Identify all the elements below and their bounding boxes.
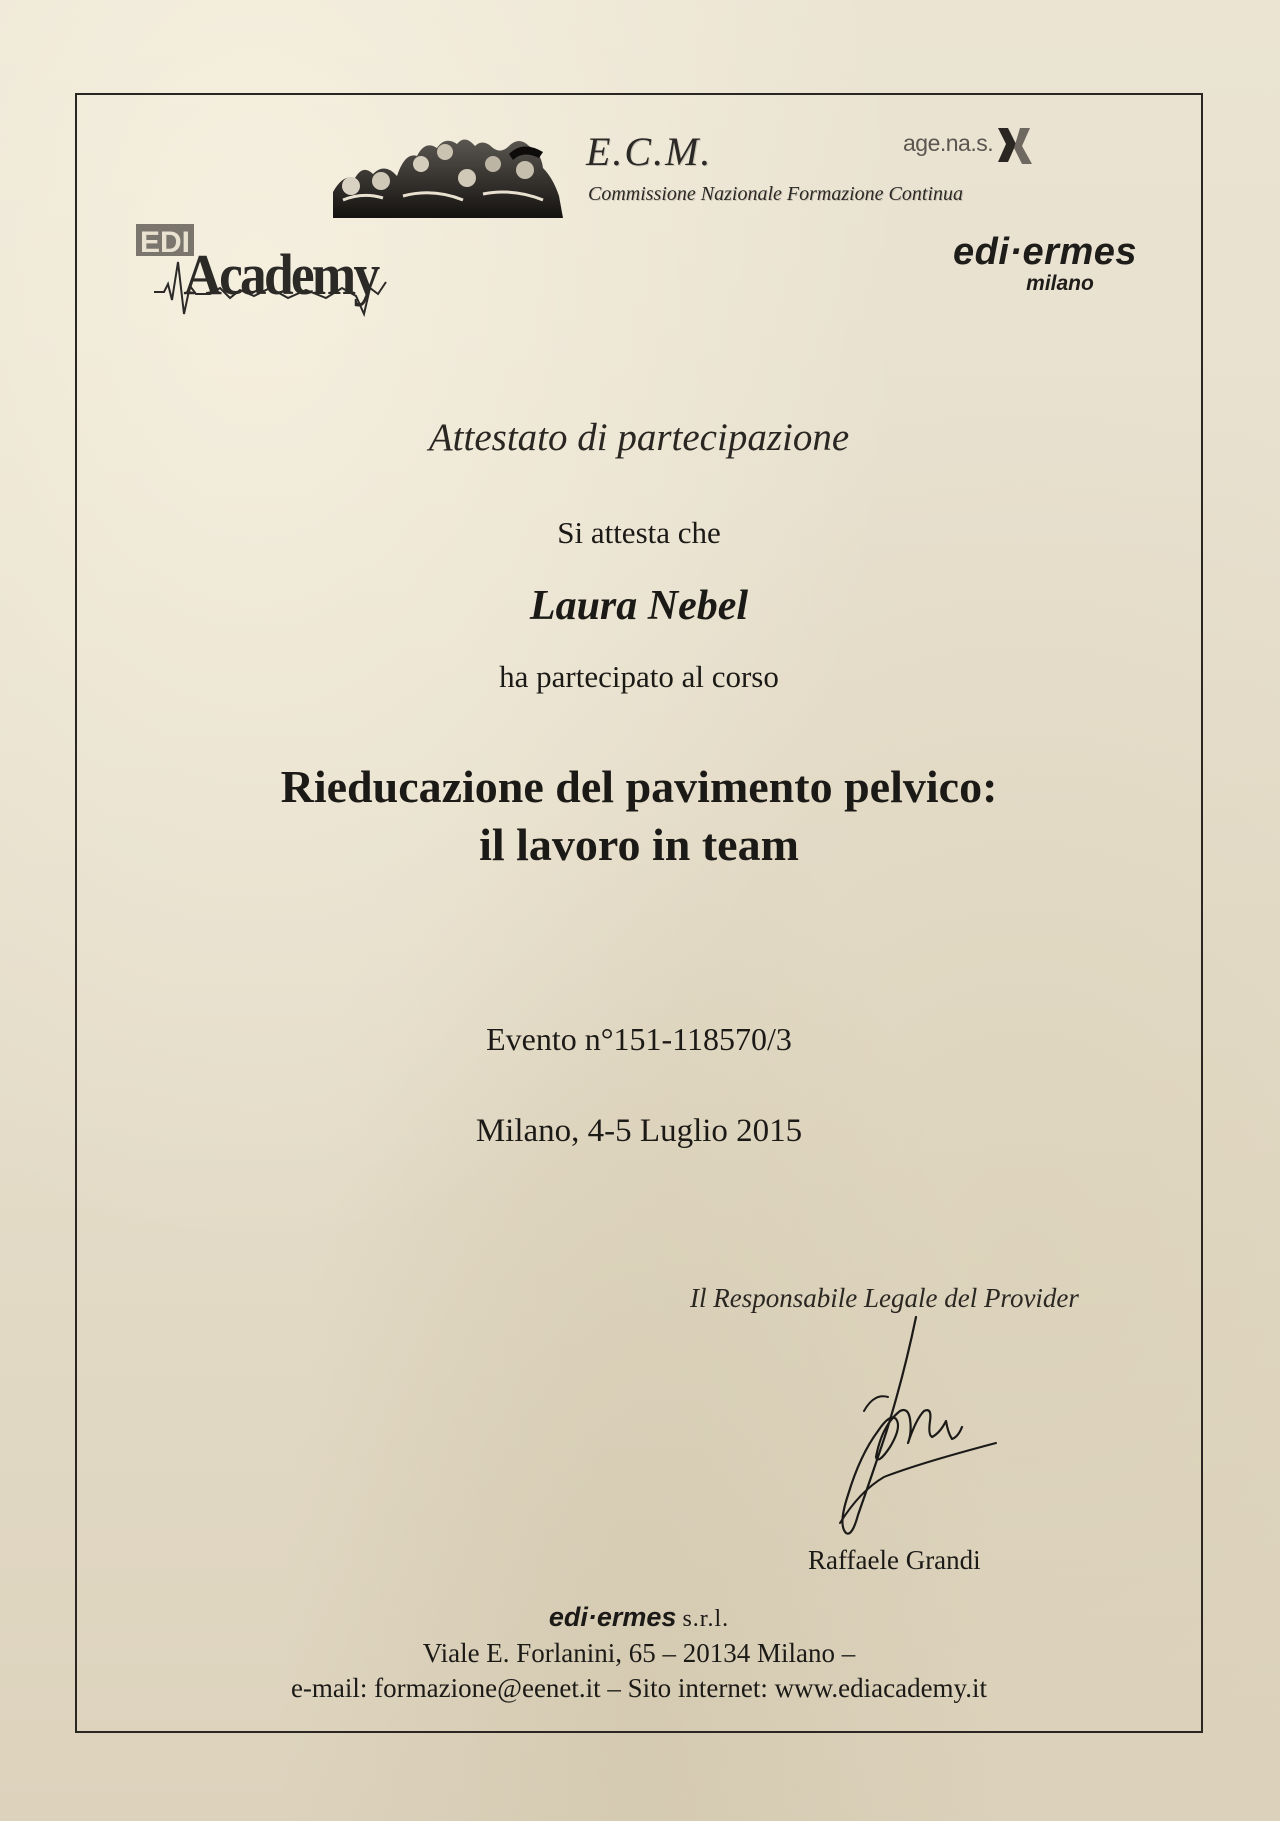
edi-academy-logo: [130, 222, 390, 322]
svg-text:EDI: EDI: [140, 226, 191, 259]
footer-company-suffix: s.r.l.: [682, 1606, 730, 1632]
agenas-logo-text: age.na.s.: [903, 130, 994, 156]
course-title-line-1: Rieducazione del pavimento pelvico:: [280, 761, 998, 812]
edi-academy-logo-text: EDI: [134, 226, 136, 227]
place-date: Milano, 4-5 Luglio 2015: [475, 1113, 803, 1149]
provider-role: Il Responsabile Legale del Provider: [690, 1283, 1079, 1313]
participant-name: Laura Nebel: [529, 583, 749, 629]
participated-line: ha partecipato al corso: [499, 659, 779, 694]
course-title-line-2: il lavoro in team: [479, 819, 799, 870]
ecm-engraving-icon: [333, 134, 563, 218]
ecm-title: E.C.M.: [586, 129, 713, 174]
signer-name: Raffaele Grandi: [808, 1545, 981, 1575]
attest-line: Si attesta che: [557, 515, 721, 550]
event-number: Evento n°151-118570/3: [486, 1021, 792, 1057]
edi-ermes-logo: [940, 232, 1150, 296]
edi-ermes-city: milano: [1026, 272, 1094, 295]
ecm-subtitle: Commissione Nazionale Formazione Continua: [588, 183, 964, 205]
svg-text:Academy: Academy: [183, 243, 378, 308]
edi-ermes-name: edi·ermes: [952, 231, 1138, 273]
footer-address: Viale E. Forlanini, 65 – 20134 Milano –: [422, 1638, 856, 1668]
certificate-border: [75, 93, 1203, 1733]
footer-contacts: e-mail: formazione@eenet.it – Sito internet: www.ediacademy.it: [290, 1673, 988, 1703]
footer-company: [75, 1602, 1203, 1633]
agenas-x-mark-icon: [990, 122, 1038, 170]
footer-company-brand: edi·ermes: [548, 1602, 677, 1632]
certificate-title: Attestato di partecipazione: [428, 416, 850, 459]
handwritten-signature-icon: [800, 1315, 1010, 1545]
course-title: [75, 758, 1203, 874]
